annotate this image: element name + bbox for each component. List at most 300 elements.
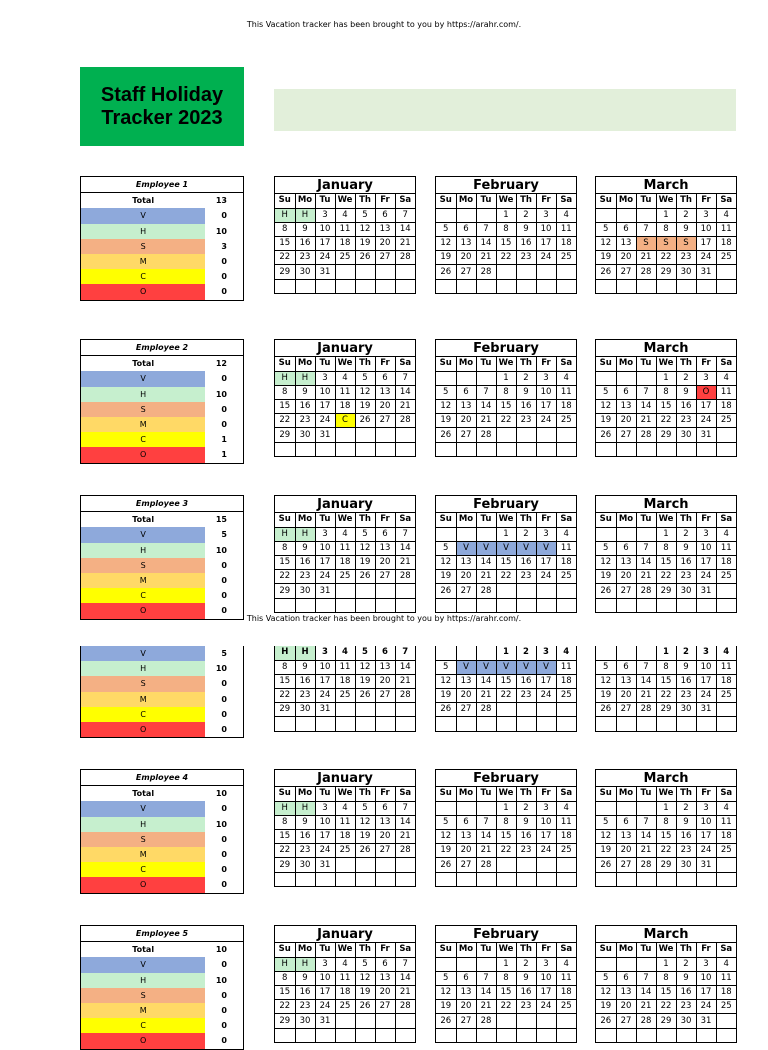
- day-cell[interactable]: 13: [375, 222, 395, 236]
- day-cell[interactable]: 8: [275, 660, 295, 674]
- day-cell[interactable]: 10: [315, 541, 335, 555]
- day-cell[interactable]: 21: [395, 400, 415, 414]
- day-cell[interactable]: 6: [375, 371, 395, 385]
- day-cell[interactable]: 4: [335, 527, 355, 541]
- day-cell[interactable]: 12: [436, 674, 456, 688]
- day-cell[interactable]: 28: [476, 858, 496, 872]
- day-cell[interactable]: 23: [516, 844, 536, 858]
- day-cell[interactable]: 16: [295, 237, 315, 251]
- day-cell[interactable]: [335, 1014, 355, 1028]
- day-cell[interactable]: [616, 872, 636, 886]
- day-cell[interactable]: [656, 717, 676, 731]
- day-cell[interactable]: 3: [696, 208, 716, 222]
- day-cell[interactable]: 19: [355, 237, 375, 251]
- day-cell[interactable]: 18: [716, 830, 736, 844]
- day-cell[interactable]: [696, 279, 716, 293]
- day-cell[interactable]: [436, 872, 456, 886]
- day-cell[interactable]: 8: [656, 385, 676, 399]
- day-cell[interactable]: 28: [395, 844, 415, 858]
- day-cell[interactable]: 24: [315, 414, 335, 428]
- day-cell[interactable]: [436, 442, 456, 456]
- day-cell[interactable]: 7: [636, 385, 656, 399]
- day-cell[interactable]: [295, 279, 315, 293]
- day-cell[interactable]: 6: [616, 971, 636, 985]
- day-cell[interactable]: [596, 598, 616, 612]
- day-cell[interactable]: 24: [536, 1000, 556, 1014]
- day-cell[interactable]: 26: [355, 570, 375, 584]
- day-cell[interactable]: 23: [295, 844, 315, 858]
- day-cell[interactable]: 24: [696, 689, 716, 703]
- day-cell[interactable]: 5: [596, 971, 616, 985]
- day-cell[interactable]: 30: [295, 428, 315, 442]
- day-cell[interactable]: 22: [656, 414, 676, 428]
- day-cell[interactable]: 6: [616, 660, 636, 674]
- day-cell[interactable]: 8: [496, 815, 516, 829]
- day-cell[interactable]: 7: [636, 971, 656, 985]
- day-cell[interactable]: 13: [616, 986, 636, 1000]
- day-cell[interactable]: 5: [596, 541, 616, 555]
- day-cell[interactable]: [355, 279, 375, 293]
- day-cell[interactable]: 26: [436, 584, 456, 598]
- day-cell[interactable]: 18: [556, 674, 576, 688]
- day-cell[interactable]: 19: [436, 570, 456, 584]
- day-cell[interactable]: 16: [516, 400, 536, 414]
- day-cell[interactable]: 15: [275, 400, 295, 414]
- day-cell[interactable]: 19: [436, 1000, 456, 1014]
- day-cell[interactable]: 23: [295, 414, 315, 428]
- day-cell[interactable]: [355, 858, 375, 872]
- day-cell[interactable]: 18: [716, 237, 736, 251]
- day-cell[interactable]: [556, 442, 576, 456]
- day-cell[interactable]: [375, 1014, 395, 1028]
- day-cell[interactable]: 13: [456, 237, 476, 251]
- day-cell[interactable]: 8: [275, 222, 295, 236]
- day-cell[interactable]: 12: [355, 222, 375, 236]
- day-cell[interactable]: H: [275, 646, 295, 660]
- day-cell[interactable]: 11: [556, 971, 576, 985]
- day-cell[interactable]: [476, 957, 496, 971]
- day-cell[interactable]: [716, 717, 736, 731]
- day-cell[interactable]: [395, 1014, 415, 1028]
- day-cell[interactable]: [536, 428, 556, 442]
- day-cell[interactable]: [616, 279, 636, 293]
- day-cell[interactable]: [275, 598, 295, 612]
- day-cell[interactable]: 31: [696, 858, 716, 872]
- day-cell[interactable]: [716, 428, 736, 442]
- day-cell[interactable]: 24: [536, 414, 556, 428]
- day-cell[interactable]: 3: [696, 957, 716, 971]
- day-cell[interactable]: 30: [676, 584, 696, 598]
- day-cell[interactable]: 18: [716, 400, 736, 414]
- day-cell[interactable]: [436, 527, 456, 541]
- day-cell[interactable]: 20: [456, 1000, 476, 1014]
- day-cell[interactable]: [616, 442, 636, 456]
- day-cell[interactable]: 3: [696, 646, 716, 660]
- day-cell[interactable]: [275, 717, 295, 731]
- day-cell[interactable]: 12: [355, 815, 375, 829]
- day-cell[interactable]: 18: [556, 986, 576, 1000]
- day-cell[interactable]: 19: [355, 400, 375, 414]
- day-cell[interactable]: 14: [636, 674, 656, 688]
- day-cell[interactable]: [536, 872, 556, 886]
- day-cell[interactable]: 23: [295, 689, 315, 703]
- day-cell[interactable]: 6: [375, 208, 395, 222]
- day-cell[interactable]: [335, 858, 355, 872]
- day-cell[interactable]: 19: [596, 689, 616, 703]
- day-cell[interactable]: 22: [275, 1000, 295, 1014]
- day-cell[interactable]: 31: [696, 265, 716, 279]
- day-cell[interactable]: [476, 208, 496, 222]
- day-cell[interactable]: 9: [295, 541, 315, 555]
- day-cell[interactable]: 4: [716, 801, 736, 815]
- day-cell[interactable]: 3: [536, 646, 556, 660]
- day-cell[interactable]: 2: [516, 371, 536, 385]
- day-cell[interactable]: 20: [375, 986, 395, 1000]
- day-cell[interactable]: 3: [536, 801, 556, 815]
- day-cell[interactable]: 27: [375, 844, 395, 858]
- day-cell[interactable]: 22: [275, 251, 295, 265]
- day-cell[interactable]: [456, 442, 476, 456]
- day-cell[interactable]: 7: [476, 815, 496, 829]
- day-cell[interactable]: 1: [496, 646, 516, 660]
- day-cell[interactable]: [436, 801, 456, 815]
- day-cell[interactable]: 4: [556, 957, 576, 971]
- day-cell[interactable]: 19: [436, 844, 456, 858]
- day-cell[interactable]: [476, 527, 496, 541]
- day-cell[interactable]: [456, 801, 476, 815]
- day-cell[interactable]: 15: [275, 830, 295, 844]
- day-cell[interactable]: 11: [716, 541, 736, 555]
- day-cell[interactable]: 29: [656, 703, 676, 717]
- day-cell[interactable]: 5: [596, 222, 616, 236]
- day-cell[interactable]: 10: [696, 222, 716, 236]
- day-cell[interactable]: [596, 957, 616, 971]
- day-cell[interactable]: 9: [516, 222, 536, 236]
- day-cell[interactable]: 15: [275, 674, 295, 688]
- day-cell[interactable]: 13: [456, 986, 476, 1000]
- day-cell[interactable]: [516, 1014, 536, 1028]
- day-cell[interactable]: 30: [676, 703, 696, 717]
- day-cell[interactable]: 17: [315, 556, 335, 570]
- day-cell[interactable]: 20: [456, 414, 476, 428]
- day-cell[interactable]: 9: [676, 660, 696, 674]
- day-cell[interactable]: 16: [676, 400, 696, 414]
- day-cell[interactable]: 29: [275, 428, 295, 442]
- day-cell[interactable]: 27: [375, 570, 395, 584]
- day-cell[interactable]: 22: [496, 1000, 516, 1014]
- day-cell[interactable]: 17: [315, 830, 335, 844]
- day-cell[interactable]: [315, 717, 335, 731]
- day-cell[interactable]: 27: [456, 858, 476, 872]
- day-cell[interactable]: 6: [616, 541, 636, 555]
- day-cell[interactable]: 4: [335, 208, 355, 222]
- day-cell[interactable]: 20: [375, 400, 395, 414]
- day-cell[interactable]: [676, 872, 696, 886]
- day-cell[interactable]: 16: [676, 986, 696, 1000]
- day-cell[interactable]: [556, 1028, 576, 1042]
- day-cell[interactable]: 15: [656, 830, 676, 844]
- day-cell[interactable]: H: [275, 371, 295, 385]
- day-cell[interactable]: 17: [696, 400, 716, 414]
- day-cell[interactable]: 7: [395, 957, 415, 971]
- day-cell[interactable]: [696, 598, 716, 612]
- day-cell[interactable]: 3: [315, 957, 335, 971]
- day-cell[interactable]: 17: [696, 986, 716, 1000]
- day-cell[interactable]: 5: [596, 660, 616, 674]
- day-cell[interactable]: 23: [676, 1000, 696, 1014]
- day-cell[interactable]: [335, 442, 355, 456]
- day-cell[interactable]: 6: [616, 815, 636, 829]
- day-cell[interactable]: 11: [335, 660, 355, 674]
- day-cell[interactable]: 25: [716, 689, 736, 703]
- day-cell[interactable]: 11: [335, 385, 355, 399]
- day-cell[interactable]: 5: [596, 815, 616, 829]
- day-cell[interactable]: 19: [596, 1000, 616, 1014]
- day-cell[interactable]: [636, 279, 656, 293]
- day-cell[interactable]: 2: [516, 957, 536, 971]
- day-cell[interactable]: 25: [335, 251, 355, 265]
- day-cell[interactable]: [536, 279, 556, 293]
- day-cell[interactable]: V: [476, 660, 496, 674]
- day-cell[interactable]: [395, 265, 415, 279]
- day-cell[interactable]: 28: [636, 858, 656, 872]
- day-cell[interactable]: [556, 598, 576, 612]
- day-cell[interactable]: S: [656, 237, 676, 251]
- day-cell[interactable]: [636, 801, 656, 815]
- day-cell[interactable]: [536, 598, 556, 612]
- day-cell[interactable]: 27: [616, 858, 636, 872]
- day-cell[interactable]: 19: [436, 251, 456, 265]
- day-cell[interactable]: 1: [656, 957, 676, 971]
- day-cell[interactable]: 10: [696, 660, 716, 674]
- day-cell[interactable]: [536, 442, 556, 456]
- day-cell[interactable]: [476, 646, 496, 660]
- day-cell[interactable]: 15: [496, 556, 516, 570]
- day-cell[interactable]: 4: [716, 957, 736, 971]
- day-cell[interactable]: 30: [676, 1014, 696, 1028]
- day-cell[interactable]: [616, 371, 636, 385]
- day-cell[interactable]: 20: [375, 830, 395, 844]
- day-cell[interactable]: 26: [596, 265, 616, 279]
- day-cell[interactable]: 9: [295, 660, 315, 674]
- day-cell[interactable]: 24: [315, 251, 335, 265]
- day-cell[interactable]: 15: [275, 556, 295, 570]
- day-cell[interactable]: 22: [275, 570, 295, 584]
- day-cell[interactable]: 4: [335, 371, 355, 385]
- day-cell[interactable]: [676, 1028, 696, 1042]
- day-cell[interactable]: 7: [476, 385, 496, 399]
- day-cell[interactable]: 18: [716, 986, 736, 1000]
- day-cell[interactable]: 19: [355, 830, 375, 844]
- day-cell[interactable]: 22: [496, 844, 516, 858]
- day-cell[interactable]: [516, 265, 536, 279]
- day-cell[interactable]: [456, 646, 476, 660]
- day-cell[interactable]: [355, 872, 375, 886]
- day-cell[interactable]: 26: [596, 584, 616, 598]
- day-cell[interactable]: 7: [476, 971, 496, 985]
- day-cell[interactable]: [696, 1028, 716, 1042]
- day-cell[interactable]: [375, 442, 395, 456]
- day-cell[interactable]: [355, 717, 375, 731]
- day-cell[interactable]: [436, 279, 456, 293]
- day-cell[interactable]: 20: [456, 844, 476, 858]
- day-cell[interactable]: 25: [716, 570, 736, 584]
- day-cell[interactable]: [516, 872, 536, 886]
- day-cell[interactable]: 16: [676, 830, 696, 844]
- day-cell[interactable]: [476, 279, 496, 293]
- day-cell[interactable]: [375, 858, 395, 872]
- day-cell[interactable]: 14: [636, 830, 656, 844]
- day-cell[interactable]: 27: [375, 414, 395, 428]
- day-cell[interactable]: 23: [295, 1000, 315, 1014]
- day-cell[interactable]: 27: [456, 584, 476, 598]
- day-cell[interactable]: 28: [636, 1014, 656, 1028]
- day-cell[interactable]: 30: [676, 428, 696, 442]
- day-cell[interactable]: 8: [656, 541, 676, 555]
- day-cell[interactable]: 2: [676, 208, 696, 222]
- day-cell[interactable]: 11: [716, 815, 736, 829]
- day-cell[interactable]: [275, 1028, 295, 1042]
- day-cell[interactable]: [616, 1028, 636, 1042]
- day-cell[interactable]: [556, 428, 576, 442]
- day-cell[interactable]: 5: [355, 957, 375, 971]
- day-cell[interactable]: 27: [375, 251, 395, 265]
- day-cell[interactable]: 19: [596, 844, 616, 858]
- day-cell[interactable]: 13: [375, 385, 395, 399]
- day-cell[interactable]: 31: [696, 428, 716, 442]
- day-cell[interactable]: 6: [375, 646, 395, 660]
- day-cell[interactable]: 14: [476, 400, 496, 414]
- day-cell[interactable]: 8: [656, 971, 676, 985]
- day-cell[interactable]: 22: [496, 414, 516, 428]
- day-cell[interactable]: 9: [676, 385, 696, 399]
- day-cell[interactable]: 18: [556, 237, 576, 251]
- day-cell[interactable]: 8: [656, 815, 676, 829]
- day-cell[interactable]: [456, 957, 476, 971]
- day-cell[interactable]: [636, 371, 656, 385]
- day-cell[interactable]: 9: [676, 971, 696, 985]
- day-cell[interactable]: 12: [596, 400, 616, 414]
- day-cell[interactable]: [496, 703, 516, 717]
- day-cell[interactable]: [436, 208, 456, 222]
- day-cell[interactable]: 5: [355, 208, 375, 222]
- day-cell[interactable]: 10: [315, 660, 335, 674]
- day-cell[interactable]: S: [636, 237, 656, 251]
- day-cell[interactable]: 8: [275, 541, 295, 555]
- day-cell[interactable]: 27: [456, 1014, 476, 1028]
- day-cell[interactable]: 5: [436, 541, 456, 555]
- day-cell[interactable]: 17: [696, 674, 716, 688]
- day-cell[interactable]: 21: [395, 830, 415, 844]
- day-cell[interactable]: [656, 872, 676, 886]
- day-cell[interactable]: 6: [375, 801, 395, 815]
- day-cell[interactable]: 9: [676, 815, 696, 829]
- day-cell[interactable]: [315, 872, 335, 886]
- day-cell[interactable]: [395, 717, 415, 731]
- day-cell[interactable]: 15: [496, 830, 516, 844]
- day-cell[interactable]: 7: [636, 660, 656, 674]
- day-cell[interactable]: 17: [315, 674, 335, 688]
- day-cell[interactable]: 8: [496, 971, 516, 985]
- day-cell[interactable]: 25: [556, 414, 576, 428]
- day-cell[interactable]: 23: [516, 1000, 536, 1014]
- day-cell[interactable]: 31: [315, 1014, 335, 1028]
- day-cell[interactable]: [335, 703, 355, 717]
- day-cell[interactable]: 20: [616, 1000, 636, 1014]
- day-cell[interactable]: 25: [716, 414, 736, 428]
- day-cell[interactable]: [656, 442, 676, 456]
- day-cell[interactable]: [476, 1028, 496, 1042]
- day-cell[interactable]: 13: [616, 556, 636, 570]
- day-cell[interactable]: [496, 428, 516, 442]
- day-cell[interactable]: 29: [275, 584, 295, 598]
- day-cell[interactable]: 11: [335, 815, 355, 829]
- day-cell[interactable]: 23: [295, 570, 315, 584]
- day-cell[interactable]: [476, 717, 496, 731]
- day-cell[interactable]: 1: [656, 527, 676, 541]
- day-cell[interactable]: V: [536, 541, 556, 555]
- day-cell[interactable]: 10: [536, 971, 556, 985]
- day-cell[interactable]: 15: [496, 674, 516, 688]
- day-cell[interactable]: 31: [696, 584, 716, 598]
- day-cell[interactable]: 26: [596, 428, 616, 442]
- day-cell[interactable]: 4: [716, 527, 736, 541]
- day-cell[interactable]: [375, 265, 395, 279]
- day-cell[interactable]: 13: [456, 830, 476, 844]
- day-cell[interactable]: 19: [355, 556, 375, 570]
- day-cell[interactable]: 14: [636, 556, 656, 570]
- day-cell[interactable]: 14: [476, 830, 496, 844]
- day-cell[interactable]: 8: [275, 971, 295, 985]
- day-cell[interactable]: 20: [616, 844, 636, 858]
- day-cell[interactable]: [375, 584, 395, 598]
- day-cell[interactable]: 2: [676, 801, 696, 815]
- day-cell[interactable]: [636, 717, 656, 731]
- day-cell[interactable]: 11: [556, 660, 576, 674]
- day-cell[interactable]: 25: [556, 251, 576, 265]
- day-cell[interactable]: H: [275, 801, 295, 815]
- day-cell[interactable]: 26: [355, 1000, 375, 1014]
- day-cell[interactable]: [395, 279, 415, 293]
- day-cell[interactable]: 2: [516, 801, 536, 815]
- day-cell[interactable]: 24: [536, 570, 556, 584]
- day-cell[interactable]: 21: [636, 1000, 656, 1014]
- day-cell[interactable]: 23: [676, 844, 696, 858]
- day-cell[interactable]: 14: [395, 541, 415, 555]
- day-cell[interactable]: 22: [496, 251, 516, 265]
- day-cell[interactable]: 7: [395, 208, 415, 222]
- day-cell[interactable]: 29: [275, 265, 295, 279]
- day-cell[interactable]: [476, 371, 496, 385]
- day-cell[interactable]: 16: [516, 986, 536, 1000]
- day-cell[interactable]: 11: [335, 971, 355, 985]
- day-cell[interactable]: 25: [716, 844, 736, 858]
- day-cell[interactable]: 17: [536, 400, 556, 414]
- day-cell[interactable]: 1: [496, 371, 516, 385]
- day-cell[interactable]: 27: [456, 703, 476, 717]
- day-cell[interactable]: 4: [556, 801, 576, 815]
- day-cell[interactable]: 27: [616, 1014, 636, 1028]
- day-cell[interactable]: 22: [275, 414, 295, 428]
- day-cell[interactable]: [636, 957, 656, 971]
- day-cell[interactable]: 27: [616, 428, 636, 442]
- day-cell[interactable]: [596, 872, 616, 886]
- day-cell[interactable]: 31: [315, 703, 335, 717]
- day-cell[interactable]: [676, 442, 696, 456]
- day-cell[interactable]: 6: [375, 957, 395, 971]
- day-cell[interactable]: [496, 1014, 516, 1028]
- day-cell[interactable]: [556, 279, 576, 293]
